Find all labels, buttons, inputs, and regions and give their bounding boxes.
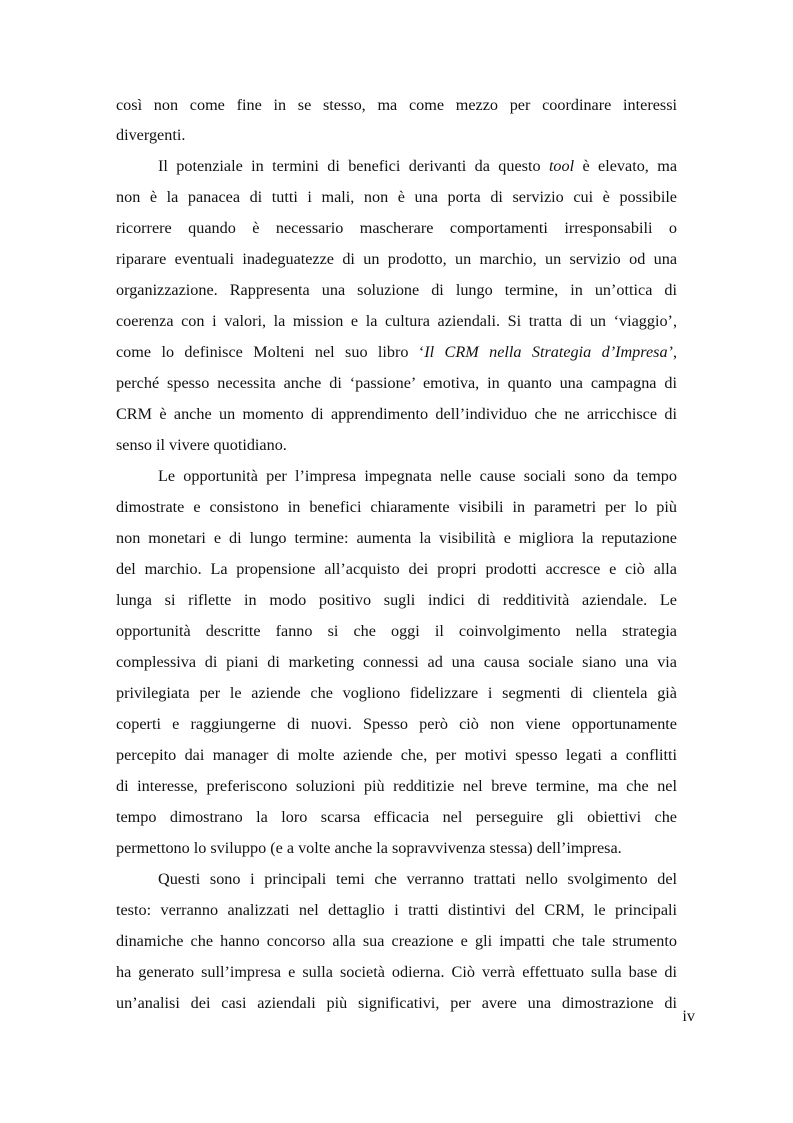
text-line: senso il vivere quotidiano. xyxy=(116,436,287,454)
text-line: di interesse, preferiscono soluzioni più redditizie nel breve termine, ma che nel xyxy=(116,777,677,795)
text-line xyxy=(158,156,677,176)
text-line: coperti e raggiungerne di nuovi. Spesso però ciò non viene opportunamente xyxy=(116,715,677,733)
text-line: tempo dimostrano la loro scarsa efficacia nel perseguire gli obiettivi che xyxy=(116,808,677,826)
text-line: divergenti. xyxy=(116,126,186,144)
text-segment: è elevato, ma xyxy=(574,157,677,175)
text-line: testo: verranno analizzati nel dettaglio i tratti distintivi del CRM, le principali xyxy=(116,901,677,919)
text-line: organizzazione. Rappresenta una soluzione di lungo termine, in un’ottica di xyxy=(116,281,677,299)
text-segment: , xyxy=(672,343,677,361)
italic-book-title: Il CRM nella Strategia d’Impresa’ xyxy=(424,343,673,361)
text-line: non è la panacea di tutti i mali, non è una porta di servizio cui è possibile xyxy=(116,188,677,206)
text-segment: Il potenziale in termini di benefici derivanti da questo xyxy=(158,157,549,175)
page-number: iv xyxy=(682,1007,695,1025)
text-line: ricorrere quando è necessario mascherare comportamenti irresponsabili o xyxy=(116,219,677,237)
text-line: dinamiche che hanno concorso alla sua creazione e gli impatti che tale strumento xyxy=(116,932,677,950)
text-line: non monetari e di lungo termine: aumenta la visibilità e migliora la reputazione xyxy=(116,529,677,547)
text-line: del marchio. La propensione all’acquisto dei propri prodotti accresce e ciò alla xyxy=(116,560,677,578)
text-line: complessiva di piani di marketing connessi ad una causa sociale siano una via xyxy=(116,653,677,671)
text-line: riparare eventuali inadeguatezze di un prodotto, un marchio, un servizio od una xyxy=(116,250,677,268)
text-line: ha generato sull’impresa e sulla società odierna. Ciò verrà effettuato sulla base di xyxy=(116,963,677,981)
text-line: Questi sono i principali temi che verranno trattati nello svolgimento del xyxy=(158,870,677,888)
text-line: coerenza con i valori, la mission e la cultura aziendali. Si tratta di un ‘viaggio’, xyxy=(116,312,677,330)
text-line: Le opportunità per l’impresa impegnata nelle cause sociali sono da tempo xyxy=(158,467,677,485)
text-line: perché spesso necessita anche di ‘passione’ emotiva, in quanto una campagna di xyxy=(116,374,677,392)
text-segment: come lo definisce Molteni nel suo libro ‘ xyxy=(116,343,425,361)
text-line: privilegiata per le aziende che vogliono fidelizzare i segmenti di clientela già xyxy=(116,684,677,702)
text-line: un’analisi dei casi aziendali più significativi, per avere una dimostrazione di xyxy=(116,994,677,1012)
text-line: percepito dai manager di molte aziende che, per motivi spesso legati a conflitti xyxy=(116,746,677,764)
text-line: lunga si riflette in modo positivo sugli indici di redditività aziendale. Le xyxy=(116,591,677,609)
text-line xyxy=(116,342,677,362)
text-line: così non come fine in se stesso, ma come mezzo per coordinare interessi xyxy=(116,96,677,114)
text-line: CRM è anche un momento di apprendimento dell’individuo che ne arricchisce di xyxy=(116,405,677,423)
italic-term-tool: tool xyxy=(548,157,575,175)
text-line: dimostrate e consistono in benefici chiaramente visibili in parametri per lo più xyxy=(116,498,677,516)
text-line: opportunità descritte fanno si che oggi il coinvolgimento nella strategia xyxy=(116,622,677,640)
text-line: permettono lo sviluppo (e a volte anche la sopravvivenza stessa) dell’impresa. xyxy=(116,839,622,857)
